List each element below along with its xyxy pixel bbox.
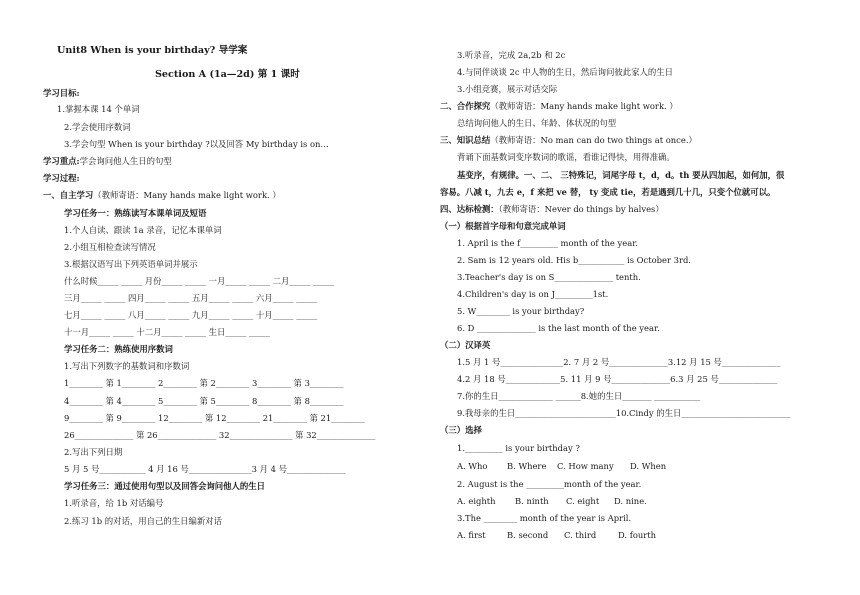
- mc-option: D. When: [630, 461, 667, 471]
- rhyme-line: 容易。八减 t，九去 e，f 来把 ve 替， ty 变成 tie，若是遇到几十几，只变个位就可以。: [440, 187, 776, 197]
- goal-item: 3.学会句型 When is your birthday ?以及回答 My birthday is on…: [64, 139, 329, 149]
- mc-option: D. fourth: [618, 530, 657, 540]
- part1-note: （教师寄语：Many hands make light work. ）: [93, 190, 281, 200]
- goal-item: 2.学会使用序数词: [64, 122, 131, 132]
- mc-option: C. How many: [557, 461, 614, 471]
- focus-text: 学会询问他人生日的句型: [79, 156, 172, 166]
- vocab-row: 七月_____ _____ 八月_____ _____ 九月_____ _____ 十月_____ _____: [64, 310, 318, 320]
- task1-label: 学习任务一：熟练读写本课单词及短语: [64, 208, 207, 218]
- translate-row: 1.5 月 1 号_______________2. 7 月 2 号______________3.12 月 15 号______________: [457, 357, 781, 367]
- vocab-row: 十一月_____ _____ 十二月_____ _____ 生日_____ _____: [64, 327, 270, 337]
- fill-item: 6. D ______________ is the last month of the year.: [457, 323, 660, 333]
- mc-option: C. eight: [566, 496, 600, 506]
- process-label: 学习过程:: [43, 173, 80, 183]
- mc-option: D. nine.: [614, 496, 647, 506]
- sub1-label: （一）根据首字母和句意完成单词: [440, 221, 566, 231]
- fill-item: 3.Teacher's day is on S______________ tenth.: [457, 272, 641, 282]
- activity-line: 3.小组竞赛，展示对话交际: [457, 84, 558, 94]
- rhyme-line: 基变序，有规律。一、二、 三特殊记，词尾字母 t，d，d。th 要从四加起，如何加，很: [457, 170, 785, 180]
- mc-option: A. Who: [457, 461, 488, 471]
- part2-label: 二、合作探究: [440, 101, 491, 111]
- sub3-label: （三）选择: [440, 425, 482, 435]
- number-row: 1________ 第 1________ 2________ 第 2________ 3________ 第 3________: [64, 378, 344, 388]
- part3-heading: [440, 135, 697, 145]
- mc-option: A. eighth: [457, 496, 496, 506]
- part3-label: 三、知识总结: [440, 135, 491, 145]
- goal-item: 1.掌握本课 14 个单词: [57, 104, 140, 114]
- vocab-row: 三月_____ _____ 四月_____ _____ 五月_____ _____ 六月_____ _____: [64, 293, 318, 303]
- task1-item: 2.小组互相检查读写情况: [64, 242, 156, 252]
- doc-title: Unit8 When is your birthday? 导学案: [57, 45, 248, 56]
- number-row: 9________ 第 9________ 12________ 第 12________ 21________ 第 21________: [64, 413, 365, 423]
- task1-item: 1.个人自读、跟读 1a 录音，记忆本课单词: [64, 225, 222, 235]
- goals-label: 学习目标:: [43, 88, 80, 98]
- fill-item: 2. Sam is 12 years old. His b___________ is October 3rd.: [457, 255, 691, 265]
- part2-note: （教师寄语：Many hands make light work. ）: [490, 101, 678, 111]
- part3-note: （教师寄语：No man can do two things at once.）: [490, 135, 697, 145]
- section-heading: Section A (1a—2d) 第 1 课时: [155, 69, 300, 80]
- part1-heading: [43, 190, 281, 200]
- mc-question: 2. August is the _________month of the year.: [457, 479, 642, 489]
- vocab-row: 什么时候_____ _____ 月份_____ _____ 一月_____ _____ 二月_____ _____: [64, 276, 334, 286]
- focus-line: [43, 156, 172, 166]
- task2-label: 学习任务二：熟练使用序数词: [64, 344, 173, 354]
- part2-text: 总结询问他人的生日、年龄、体状况的句型: [457, 118, 617, 128]
- mc-question: 3.The ________ month of the year is April.: [457, 513, 632, 523]
- focus-label: 学习重点:: [43, 156, 80, 166]
- part2-heading: [440, 101, 678, 111]
- translate-row: 9.我母亲的生日________________________10.Cindy 的生日__________________________: [457, 408, 791, 418]
- fill-item: 4.Children's day is on J_________1st.: [457, 289, 609, 299]
- task2-item: 2.写出下列日期: [64, 447, 123, 457]
- activity-line: 4.与同伴谈谈 2c 中人物的生日，然后询问彼此家人的生日: [457, 67, 673, 77]
- date-row: 5 月 5 号___________ 4 月 16 号_______________3 月 4 号______________: [64, 464, 346, 474]
- mc-option: C. third: [564, 530, 597, 540]
- task3-label: 学习任务三：通过使用句型以及回答会询问他人的生日: [64, 481, 265, 491]
- part4-label: 四、达标检测：: [440, 204, 499, 214]
- task3-item: 1.听录音，给 1b 对话编号: [64, 498, 164, 508]
- part4-heading: [440, 204, 664, 214]
- translate-row: 7.你的生日_____________ ______8.她的生日_______ ___________: [457, 391, 701, 401]
- task3-item: 2.练习 1b 的对话，用自己的生日编新对话: [64, 516, 223, 526]
- mc-option: B. second: [507, 530, 549, 540]
- part1-label: 一、自主学习: [43, 190, 94, 200]
- part3-text: 背诵下面基数词变序数词的歌谣，看谁记得快，用得准确。: [457, 152, 675, 162]
- fill-item: 5. W________ is your birthday?: [457, 306, 585, 316]
- part4-note: （教师寄语：Never do things by halves）: [498, 204, 664, 214]
- task1-item: 3.根据汉语写出下列英语单词并展示: [64, 259, 198, 269]
- mc-question: 1._________ is your birthday ?: [457, 443, 580, 453]
- fill-item: 1. April is the f_________ month of the year.: [457, 238, 638, 248]
- sub2-label: （二）汉译英: [440, 340, 491, 350]
- number-row: 26______________ 第 26______________ 32_______________ 第 32______________: [64, 430, 376, 440]
- task2-item: 1.写出下列数字的基数词和序数词: [64, 361, 190, 371]
- translate-row: 4.2 月 18 号_____________5. 11 月 9 号______________6.3 月 25 号______________: [457, 374, 778, 384]
- mc-option: B. Where: [507, 461, 547, 471]
- activity-line: 3.听录音，完成 2a,2b 和 2c: [457, 50, 566, 60]
- number-row: 4________ 第 4________ 5________ 第 5________ 8________ 第 8________: [64, 396, 344, 406]
- mc-option: A. first: [457, 530, 486, 540]
- mc-option: B. ninth: [515, 496, 549, 506]
